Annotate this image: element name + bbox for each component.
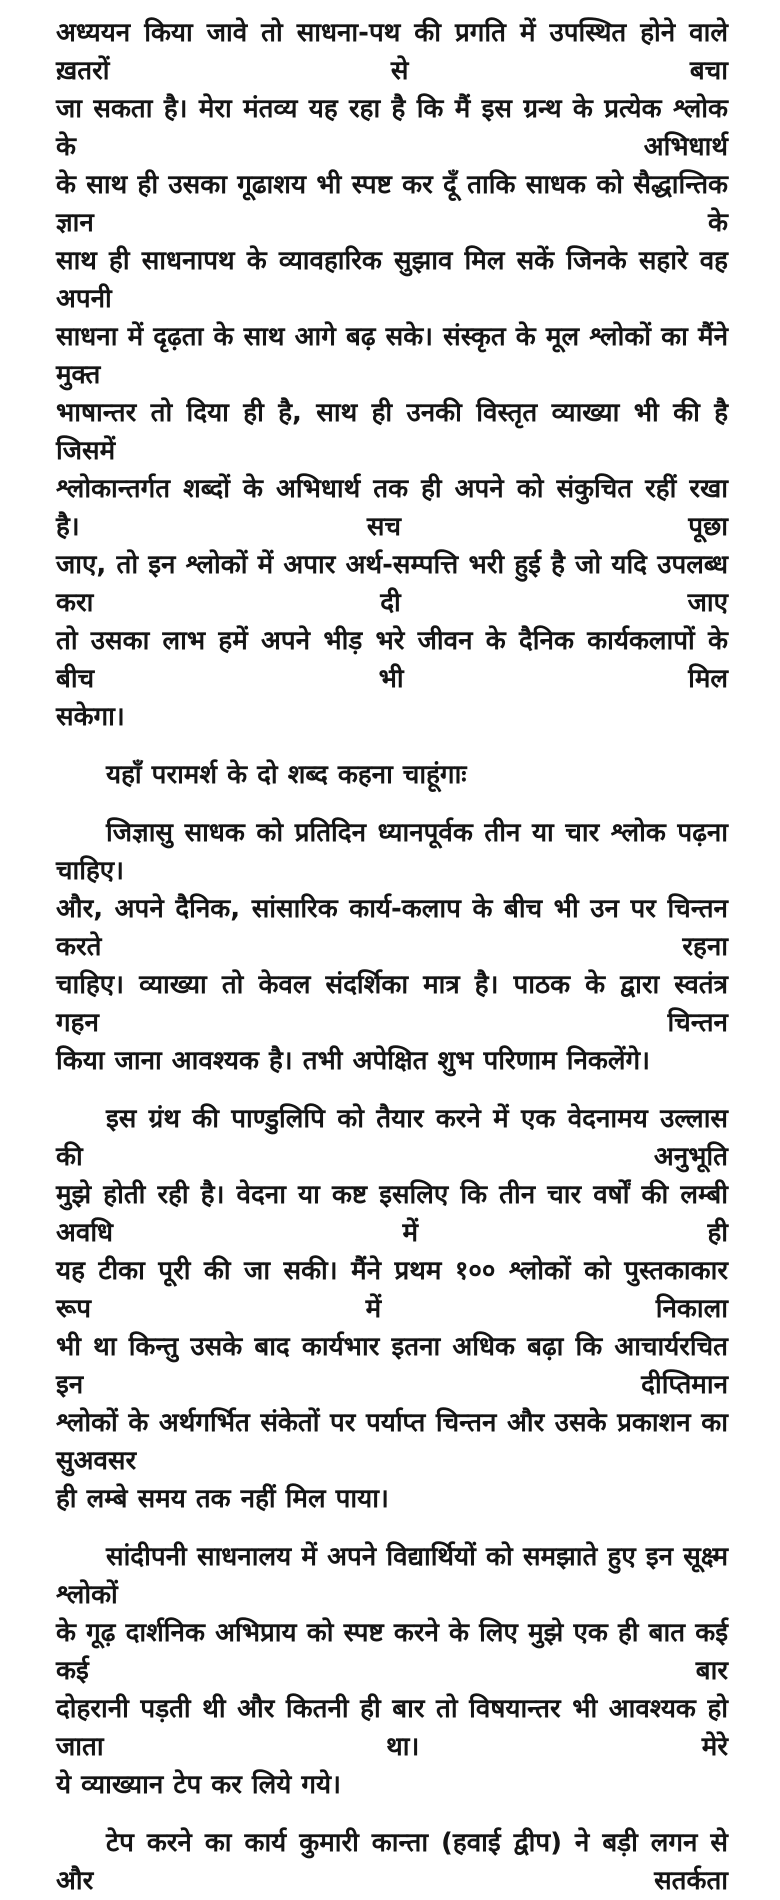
text-line: जा सकता है। मेरा मंतव्य यह रहा है कि मैं इस ग्रन्थ के प्रत्येक श्लोक के अभिधार्थ	[56, 94, 728, 162]
text-line: जिज्ञासु साधक को प्रतिदिन ध्यानपूर्वक तीन या चार श्लोक पढ़ना चाहिए।	[56, 818, 728, 886]
text-line: मुझे होती रही है। वेदना या कष्ट इसलिए कि तीन चार वर्षों की लम्बी अवधि में ही	[56, 1180, 728, 1248]
text-line: श्लोकों के अर्थगर्भित संकेतों पर पर्याप्त चिन्तन और उसके प्रकाशन का सुअवसर	[56, 1408, 728, 1476]
text-line: साथ ही साधनापथ के व्यावहारिक सुझाव मिल सकें जिनके सहारे वह अपनी	[56, 246, 728, 314]
text-line: अध्ययन किया जावे तो साधना-पथ की प्रगति में उपस्थित होने वाले ख़तरों से बचा	[56, 18, 728, 86]
text-line: दोहरानी पड़ती थी और कितनी ही बार तो विषयान्तर भी आवश्यक हो जाता था। मेरे	[56, 1694, 728, 1762]
paragraph	[56, 1538, 728, 1804]
text-line: ही लम्बे समय तक नहीं मिल पाया।	[56, 1484, 389, 1514]
text-line: यहाँ परामर्श के दो शब्द कहना चाहूंगाः	[106, 760, 467, 790]
text-line: के साथ ही उसका गूढाशय भी स्पष्ट कर दूँ ताकि साधक को सैद्धान्तिक ज्ञान के	[56, 170, 728, 238]
text-line: ये व्याख्यान टेप कर लिये गये।	[56, 1770, 341, 1800]
text-line: सांदीपनी साधनालय में अपने विद्यार्थियों को समझाते हुए इन सूक्ष्म श्लोकों	[56, 1542, 728, 1610]
text-line: के गूढ़ दार्शनिक अभिप्राय को स्पष्ट करने के लिए मुझे एक ही बात कई कई बार	[56, 1618, 728, 1686]
text-line: तो उसका लाभ हमें अपने भीड़ भरे जीवन के दैनिक कार्यकलापों के बीच भी मिल	[56, 626, 728, 694]
paragraph	[56, 14, 728, 736]
paragraph	[56, 756, 728, 794]
text-line: साधना में दृढ़ता के साथ आगे बढ़ सके। संस्कृत के मूल श्लोकों का मैंने मुक्त	[56, 322, 728, 390]
text-block	[56, 14, 728, 1900]
text-line: और, अपने दैनिक, सांसारिक कार्य-कलाप के बीच भी उन पर चिन्तन करते रहना	[56, 894, 728, 962]
paragraph	[56, 814, 728, 1080]
paragraph	[56, 1824, 728, 1900]
text-line: सकेगा।	[56, 702, 125, 732]
text-line: किया जाना आवश्यक है। तभी अपेक्षित शुभ परिणाम निकलेंगे।	[56, 1046, 650, 1076]
text-line: जाए, तो इन श्लोकों में अपार अर्थ-सम्पत्ति भरी हुई है जो यदि उपलब्ध करा दी जाए	[56, 550, 728, 618]
text-line: भी था किन्तु उसके बाद कार्यभार इतना अधिक बढ़ा कि आचार्यरचित इन दीप्तिमान	[56, 1332, 728, 1400]
text-line: चाहिए। व्याख्या तो केवल संदर्शिका मात्र है। पाठक के द्वारा स्वतंत्र गहन चिन्तन	[56, 970, 728, 1038]
text-line: यह टीका पूरी की जा सकी। मैंने प्रथम १०० श्लोकों को पुस्तकाकार रूप में निकाला	[56, 1256, 728, 1324]
text-line: इस ग्रंथ की पाण्डुलिपि को तैयार करने में एक वेदनामय उल्लास की अनुभूति	[56, 1104, 728, 1172]
text-line: भाषान्तर तो दिया ही है, साथ ही उनकी विस्तृत व्याख्या भी की है जिसमें	[56, 398, 728, 466]
paragraph	[56, 1100, 728, 1518]
text-line: टेप करने का कार्य कुमारी कान्ता (हवाई द्वीप) ने बड़ी लगन से और सतर्कता	[56, 1828, 728, 1896]
text-line: श्लोकान्तर्गत शब्दों के अभिधार्थ तक ही अपने को संकुचित रहीं रखा है। सच पूछा	[56, 474, 728, 542]
